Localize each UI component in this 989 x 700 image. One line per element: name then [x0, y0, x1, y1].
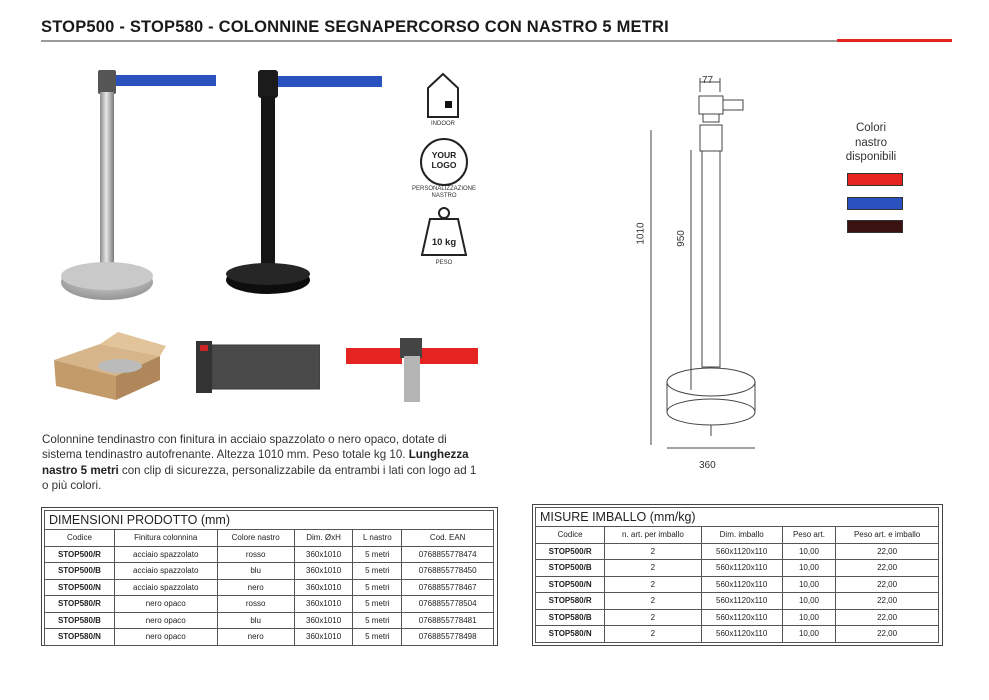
table-header-row	[45, 530, 494, 547]
table-row	[536, 593, 939, 610]
weight-value: 10 kg	[431, 237, 457, 248]
table-cell: 360x1010	[294, 579, 353, 596]
table-cell: nero opaco	[114, 596, 217, 613]
table-row	[45, 563, 494, 580]
product-code-cell: STOP580/N	[45, 629, 115, 646]
indoor-icon	[425, 70, 461, 120]
personalization-label-1: PERSONALIZZAZIONE	[411, 186, 476, 192]
your-logo-text-1: YOUR	[431, 150, 457, 160]
column-header: Codice	[45, 530, 115, 547]
table-row	[45, 629, 494, 646]
table-header-row	[536, 527, 939, 544]
column-header: Peso art. e imballo	[836, 527, 939, 544]
table-cell: 0768855778504	[402, 596, 494, 613]
indoor-label: INDOOR	[431, 121, 455, 127]
personalization-label-2: NASTRO	[431, 193, 457, 199]
swatch-brown	[847, 220, 903, 233]
table-cell: 360x1010	[294, 596, 353, 613]
weight-label: PESO	[435, 260, 453, 266]
table-row	[45, 579, 494, 596]
black-stanchion-photo	[222, 66, 384, 296]
product-code-cell: STOP580/R	[536, 593, 605, 610]
table-row	[45, 612, 494, 629]
dim-total-height: 1010	[635, 222, 647, 245]
steel-stanchion-photo	[60, 62, 220, 307]
table-row	[536, 560, 939, 577]
table-cell: 5 metri	[353, 563, 402, 580]
table-cell: 0768855778450	[402, 563, 494, 580]
table-cell: 0768855778474	[402, 546, 494, 563]
table-cell: 5 metri	[353, 612, 402, 629]
column-header: Cod. EAN	[402, 530, 494, 547]
table-cell: 560x1120x110	[701, 560, 782, 577]
black-ribbon-cassette-photo	[196, 337, 320, 397]
table-cell: rosso	[217, 546, 294, 563]
table-cell: 22,00	[836, 609, 939, 626]
table-cell: 2	[605, 626, 701, 643]
table-cell: 560x1120x110	[701, 593, 782, 610]
table-cell: 10,00	[782, 576, 835, 593]
product-code-cell: STOP500/R	[45, 546, 115, 563]
product-code-cell: STOP500/B	[45, 563, 115, 580]
red-ribbon-clip-photo	[346, 336, 478, 402]
table-cell: 5 metri	[353, 629, 402, 646]
table-cell: 22,00	[836, 543, 939, 560]
table-cell: 22,00	[836, 560, 939, 577]
table-cell: 560x1120x110	[701, 609, 782, 626]
table-cell: 560x1120x110	[701, 626, 782, 643]
column-header: L nastro	[353, 530, 402, 547]
swatch-red	[847, 173, 903, 186]
packaging-table	[535, 507, 939, 643]
table-cell: blu	[217, 563, 294, 580]
header-rule	[41, 40, 837, 42]
column-header: Codice	[536, 527, 605, 544]
product-code-cell: STOP580/R	[45, 596, 115, 613]
table-cell: 360x1010	[294, 612, 353, 629]
page-title: STOP500 - STOP580 - COLONNINE SEGNAPERCORSO CON NASTRO 5 METRI	[41, 18, 669, 36]
table-cell: 2	[605, 543, 701, 560]
packaging-table-title: MISURE IMBALLO (mm/kg)	[535, 507, 939, 526]
product-description: Colonnine tendinastro con finitura in acciaio spazzolato o nero opaco, dotate di sistema tendinastro autofrenante. Altezza 1010 mm. Peso totale kg 10. Lunghezza nastro 5 metri con clip di sicurezza, personalizzabile da entrambi i lati con logo ad 1 o più colori.	[42, 433, 477, 492]
header-accent-rule	[837, 39, 952, 42]
column-header: Dim. imballo	[701, 527, 782, 544]
swatch-blue	[847, 197, 903, 210]
table-cell: nero opaco	[114, 612, 217, 629]
product-code-cell: STOP500/R	[536, 543, 605, 560]
table-row	[536, 576, 939, 593]
table-row	[536, 626, 939, 643]
table-cell: 0768855778467	[402, 579, 494, 596]
product-code-cell: STOP580/B	[536, 609, 605, 626]
technical-drawing	[625, 70, 765, 450]
table-cell: 0768855778481	[402, 612, 494, 629]
table-cell: 2	[605, 593, 701, 610]
your-logo-text-2: LOGO	[431, 160, 457, 170]
column-header: Finitura colonnina	[114, 530, 217, 547]
table-cell: 2	[605, 576, 701, 593]
column-header: n. art. per imballo	[605, 527, 701, 544]
table-row	[536, 543, 939, 560]
dim-base-diameter: 360	[699, 460, 716, 471]
table-cell: 360x1010	[294, 546, 353, 563]
table-row	[45, 596, 494, 613]
product-code-cell: STOP580/B	[45, 612, 115, 629]
table-cell: 560x1120x110	[701, 576, 782, 593]
product-code-cell: STOP500/N	[536, 576, 605, 593]
table-cell: 5 metri	[353, 596, 402, 613]
table-cell: acciaio spazzolato	[114, 579, 217, 596]
table-cell: 5 metri	[353, 546, 402, 563]
table-cell: 2	[605, 609, 701, 626]
table-cell: 10,00	[782, 609, 835, 626]
column-header: Peso art.	[782, 527, 835, 544]
table-cell: 0768855778498	[402, 629, 494, 646]
table-cell: 360x1010	[294, 563, 353, 580]
product-code-cell: STOP580/N	[536, 626, 605, 643]
table-cell: 5 metri	[353, 579, 402, 596]
product-table-title: DIMENSIONI PRODOTTO (mm)	[44, 510, 494, 529]
table-row	[45, 546, 494, 563]
column-header: Dim. ØxH	[294, 530, 353, 547]
table-cell: 10,00	[782, 626, 835, 643]
table-cell: 22,00	[836, 593, 939, 610]
table-cell: acciaio spazzolato	[114, 563, 217, 580]
product-code-cell: STOP500/N	[45, 579, 115, 596]
table-cell: 560x1120x110	[701, 543, 782, 560]
table-cell: 22,00	[836, 626, 939, 643]
table-cell: 2	[605, 560, 701, 577]
table-cell: acciaio spazzolato	[114, 546, 217, 563]
table-cell: 22,00	[836, 576, 939, 593]
table-cell: 10,00	[782, 560, 835, 577]
table-cell: nero	[217, 629, 294, 646]
table-row	[536, 609, 939, 626]
table-cell: nero opaco	[114, 629, 217, 646]
packaging-box-photo	[48, 330, 176, 402]
table-cell: 10,00	[782, 543, 835, 560]
table-cell: 10,00	[782, 593, 835, 610]
column-header: Colore nastro	[217, 530, 294, 547]
table-cell: nero	[217, 579, 294, 596]
ribbon-colors-title: Colori nastro disponibili	[845, 122, 897, 163]
dim-top-width: 77	[702, 75, 714, 86]
ribbon-length-highlight: Lunghezza nastro 5 metri	[42, 448, 469, 477]
product-code-cell: STOP500/B	[536, 560, 605, 577]
table-cell: 360x1010	[294, 629, 353, 646]
product-dimensions-table	[44, 510, 494, 646]
table-cell: blu	[217, 612, 294, 629]
dim-post-height: 950	[675, 230, 687, 247]
table-cell: rosso	[217, 596, 294, 613]
weight-icon	[420, 205, 468, 257]
